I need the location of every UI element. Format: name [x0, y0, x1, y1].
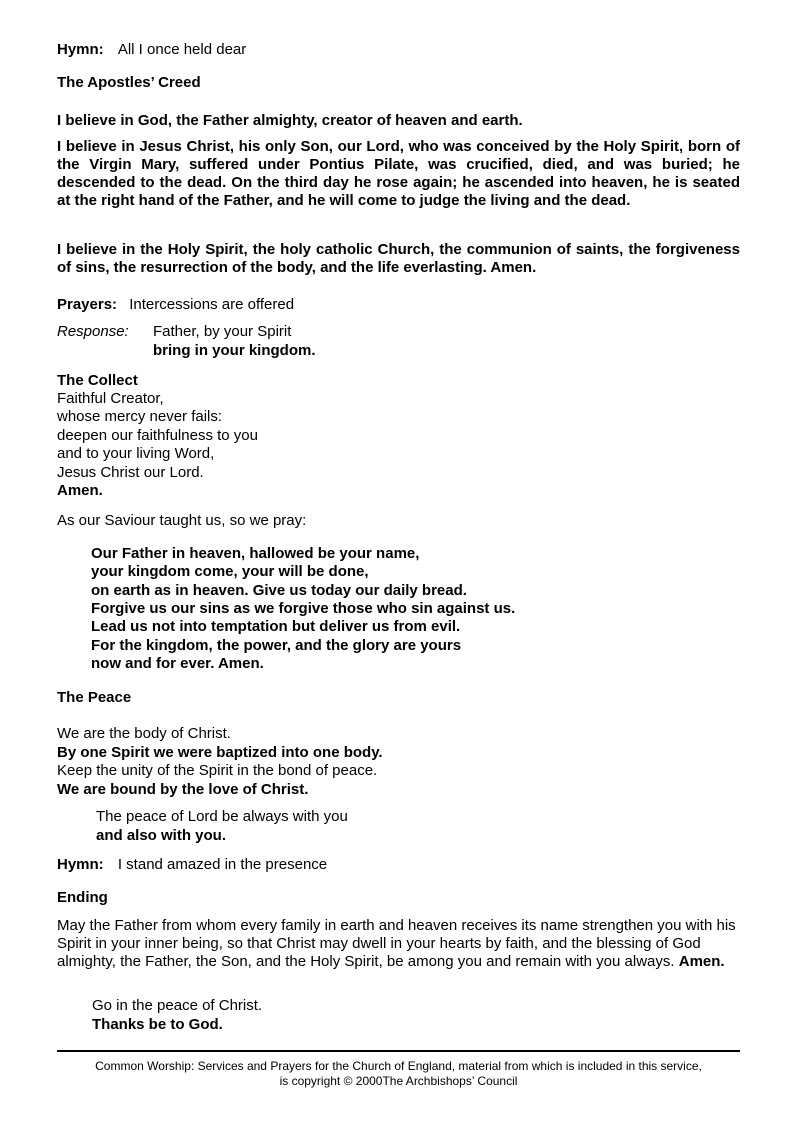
lords-prayer-line: Our Father in heaven, hallowed be your name,: [91, 545, 420, 562]
lords-prayer-line: Lead us not into temptation but deliver us from evil.: [91, 618, 461, 635]
response-line-1: Father, by your Spirit: [153, 323, 292, 340]
peace-line-3: Keep the unity of the Spirit in the bond of peace.: [57, 762, 378, 779]
creed-paragraph-3: I believe in the Holy Spirit, the holy catholic Church, the communion of saints, the forgiveness of sins, the resurrection of the body, and the life everlasting. Amen.: [57, 241, 740, 276]
response-label: Response:: [57, 323, 129, 340]
lords-prayer-line: now and for ever. Amen.: [91, 655, 264, 672]
dismissal: Go in the peace of Christ.: [92, 997, 263, 1014]
lords-prayer-line: For the kingdom, the power, and the glory are yours: [91, 637, 462, 654]
lords-prayer-line: your kingdom come, your will be done,: [91, 563, 369, 580]
hymn-1-title: All I once held dear: [117, 41, 247, 58]
lords-prayer-intro: As our Saviour taught us, so we pray:: [57, 512, 307, 529]
collect-line: and to your living Word,: [57, 445, 215, 462]
prayers-line: [57, 296, 294, 314]
footer-copyright: [57, 1059, 740, 1089]
ending-heading: Ending: [57, 889, 108, 906]
collect-line: Faithful Creator,: [57, 390, 164, 407]
hymn-1: [57, 41, 246, 59]
collect-amen: Amen.: [57, 482, 103, 499]
creed-heading: The Apostles’ Creed: [57, 74, 201, 91]
hymn-2-label: Hymn:: [57, 856, 104, 873]
footer-line-2: is copyright © 2000The Archbishops’ Council: [279, 1074, 518, 1088]
creed-paragraph-1: I believe in God, the Father almighty, creator of heaven and earth.: [57, 112, 523, 129]
lords-prayer-line: on earth as in heaven. Give us today our daily bread.: [91, 582, 467, 599]
lords-prayer-line: Forgive us our sins as we forgive those who sin against us.: [91, 600, 516, 617]
hymn-2-title: I stand amazed in the presence: [117, 856, 328, 873]
creed-paragraph-2: I believe in Jesus Christ, his only Son, our Lord, who was conceived by the Holy Spirit, born of the Virgin Mary, suffered under Pontius Pilate, was crucified, died, and was buried; he descended to the dead. On the third day he rose again; he ascended into heaven, he is seated at the right hand of the Father, and he will come to judge the living and the dead.: [57, 138, 740, 209]
blessing-amen: Amen.: [678, 953, 725, 970]
response-line-2: bring in your kingdom.: [153, 342, 316, 359]
peace-line-2: By one Spirit we were baptized into one body.: [57, 744, 383, 761]
collect-line: deepen our faithfulness to you: [57, 427, 258, 444]
hymn-1-label: Hymn:: [57, 41, 104, 58]
ending-blessing: [57, 917, 740, 971]
collect-line: Jesus Christ our Lord.: [57, 464, 204, 481]
blessing-text: May the Father from whom every family in earth and heaven receives its name strengthen you with his Spirit in your inner being, so that Christ may dwell in your hearts by faith, and the blessing of God almighty, the Father, the Son, and the Holy Spirit, be among you and remain with you always.: [57, 917, 736, 970]
footer-line-1: Common Worship: Services and Prayers for the Church of England, material from which is included in this service,: [95, 1059, 702, 1073]
collect-heading: The Collect: [57, 372, 138, 389]
peace-line-4: We are bound by the love of Christ.: [57, 781, 309, 798]
peace-line-5: The peace of Lord be always with you: [96, 808, 348, 825]
peace-line-1: We are the body of Christ.: [57, 725, 231, 742]
dismissal-response: Thanks be to God.: [92, 1016, 223, 1033]
hymn-2: [57, 856, 327, 874]
peace-heading: The Peace: [57, 689, 132, 706]
prayers-label: Prayers:: [57, 296, 118, 313]
prayers-text: Intercessions are offered: [129, 296, 295, 313]
peace-line-6: and also with you.: [96, 827, 227, 844]
footer-divider: [57, 1050, 740, 1052]
collect-line: whose mercy never fails:: [57, 408, 223, 425]
